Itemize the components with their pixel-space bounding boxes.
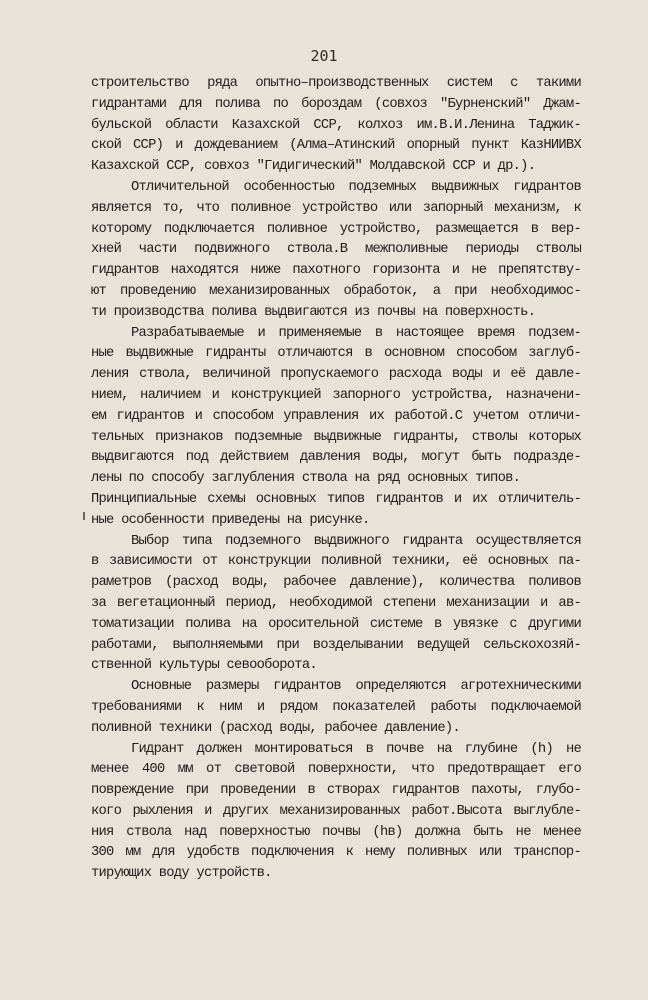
text-line: томатизации полива на оросительной системе в увязке с другими — [91, 616, 581, 632]
text-line: Гидрант должен монтироваться в почве на глубине (h) не — [131, 741, 581, 757]
text-line: лены по способу заглубления ствола на ряд основных типов. — [91, 471, 521, 487]
text-line: гидрантами для полива по бороздам (совхоз "Бурненский" Джам- — [91, 96, 581, 112]
text-line: Отличительной особенностью подземных выдвижных гидрантов — [131, 179, 581, 195]
text-line: ственной культуры севооборота. — [91, 658, 317, 674]
text-line: работами, выполняемыми при возделывании ведущей сельскохозяй- — [91, 637, 581, 653]
body-text — [91, 74, 581, 885]
text-line: ные выдвижные гидранты отличаются в основном способом заглуб- — [91, 346, 581, 362]
text-line: ные особенности приведены на рисунке. — [91, 512, 370, 528]
paragraph-4 — [91, 532, 581, 678]
text-line: Выбор типа подземного выдвижного гидранта осуществляется — [131, 533, 581, 549]
text-line: нием, наличием и конструкцией запорного устройства, назначени- — [91, 387, 581, 403]
text-line: менее 400 мм от световой поверхности, что предотвращает его — [91, 762, 581, 778]
margin-mark — [83, 512, 85, 520]
text-line: выдвигаются под действием давления воды, могут быть подразде- — [91, 450, 581, 466]
text-line: Казахской ССР, совхоз "Гидигический" Молдавской ССР и др.). — [91, 159, 536, 175]
paragraph-1 — [91, 74, 581, 178]
text-line: кого рыхления и других механизированных работ.Высота выглубле- — [91, 803, 581, 819]
paragraph-5 — [91, 677, 581, 739]
text-line: ния ствола над поверхностью почвы (hв) должна быть не менее — [91, 824, 581, 840]
text-line: ти производства полива выдвигаются из почвы на поверхность. — [91, 304, 536, 320]
paragraph-3 — [91, 324, 581, 532]
text-line: ют проведению механизированных обработок, а при необходимос- — [91, 283, 581, 299]
paragraph-6 — [91, 740, 581, 886]
text-line: 300 мм для удобств подключения к нему поливных или транспор- — [91, 845, 581, 861]
text-line: поливной техники (расход воды, рабочее давление). — [91, 720, 460, 736]
text-line: за вегетационный период, необходимой степени механизации и ав- — [91, 595, 581, 611]
text-line: тирующих воду устройств. — [91, 866, 272, 882]
text-line: в зависимости от конструкции поливной техники, её основных па- — [91, 554, 581, 570]
page-number: 201 — [310, 47, 338, 65]
text-line: раметров (расход воды, рабочее давление), количества поливов — [91, 575, 581, 591]
text-line: которому подключается поливное устройство, размещается в вер- — [91, 221, 581, 237]
text-line: Разрабатываемые и применяемые в настоящее время подзем- — [131, 325, 581, 341]
text-line: ления ствола, величиной пропускаемого расхода воды и её давле- — [91, 367, 581, 383]
text-line: гидрантов находятся ниже пахотного горизонта и не препятству- — [91, 263, 581, 279]
text-line: хней части подвижного ствола.В межполивные периоды стволы — [91, 242, 581, 258]
text-line: ской ССР) и дождеванием (Алма–Атинский опорный пункт КазНИИВХ — [91, 138, 581, 154]
text-line: ем гидрантов и способом управления их работой.С учетом отличи- — [91, 408, 581, 424]
text-line: строительство ряда опытно–производственных систем с такими — [91, 76, 581, 91]
text-line: требованиями к ним и рядом показателей работы подключаемой — [91, 699, 581, 715]
text-line: Принципиальные схемы основных типов гидрантов и их отличитель- — [91, 491, 581, 507]
text-line: является то, что поливное устройство или запорный механизм, к — [91, 200, 581, 216]
text-line: повреждение при проведении в створах гидрантов пахоты, глубо- — [91, 783, 581, 799]
text-line: Основные размеры гидрантов определяются агротехническими — [131, 679, 581, 695]
text-line: тельных признаков подземные выдвижные гидранты, стволы которых — [91, 429, 581, 445]
paragraph-2 — [91, 178, 581, 324]
text-line: бульской области Казахской ССР, колхоз им.В.И.Ленина Таджик- — [91, 117, 581, 133]
